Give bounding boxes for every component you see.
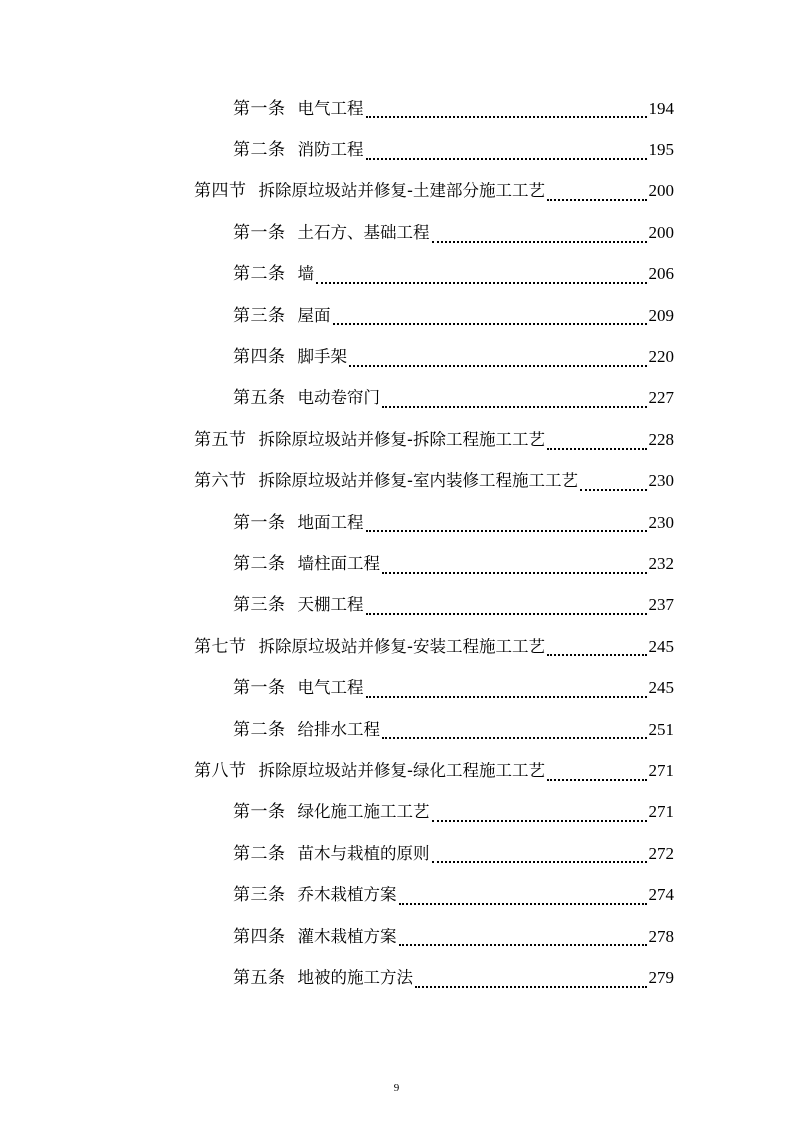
- toc-entry-page: 194: [648, 98, 674, 118]
- toc-dot-leader: [432, 819, 647, 822]
- toc-entry[interactable]: [0, 585, 793, 626]
- toc-dot-leader: [547, 198, 647, 201]
- toc-entry[interactable]: [0, 295, 793, 336]
- toc-entry-number: 第二条: [233, 264, 286, 285]
- toc-entry-page: 220: [648, 347, 674, 367]
- toc-entry[interactable]: [0, 129, 793, 170]
- toc-entry[interactable]: [0, 336, 793, 377]
- toc-entry-title: 消防工程: [297, 140, 364, 160]
- toc-entry-number: 第二条: [233, 843, 286, 864]
- toc-entry[interactable]: [0, 957, 793, 998]
- toc-entry[interactable]: [0, 212, 793, 253]
- toc-entry-page: 232: [648, 553, 674, 573]
- toc-entry-number: 第一条: [233, 98, 286, 119]
- toc-entry-number: 第七节: [194, 636, 247, 657]
- toc-entry-title: 拆除原垃圾站并修复-绿化工程施工工艺: [258, 760, 545, 780]
- toc-entry-page: 278: [648, 926, 674, 946]
- toc-entry[interactable]: [0, 874, 793, 915]
- toc-dot-leader: [316, 281, 647, 284]
- toc-entry[interactable]: [0, 916, 793, 957]
- toc-entry-title: 天棚工程: [297, 595, 364, 615]
- toc-dot-leader: [547, 778, 647, 781]
- toc-entry-page: 237: [648, 595, 674, 615]
- toc-dot-leader: [580, 488, 647, 491]
- toc-entry-page: 230: [648, 512, 674, 532]
- toc-entry-title: 灌木栽植方案: [297, 926, 397, 946]
- toc-entry-title: 给排水工程: [297, 719, 380, 739]
- toc-entry[interactable]: [0, 378, 793, 419]
- toc-entry-number: 第四节: [194, 181, 247, 202]
- toc-dot-leader: [382, 736, 647, 739]
- toc-entry[interactable]: [0, 792, 793, 833]
- toc-entry-title: 绿化施工施工工艺: [297, 802, 430, 822]
- page-number: 9: [393, 1082, 400, 1094]
- toc-section-entry[interactable]: [0, 626, 793, 667]
- toc-entry-number: 第三条: [233, 595, 286, 616]
- toc-entry-title: 拆除原垃圾站并修复-拆除工程施工工艺: [258, 429, 545, 449]
- toc-entry[interactable]: [0, 709, 793, 750]
- toc-entry-title: 地被的施工方法: [297, 967, 413, 987]
- toc-dot-leader: [366, 157, 647, 160]
- toc-dot-leader: [382, 571, 647, 574]
- toc-entry-title: 拆除原垃圾站并修复-室内装修工程施工工艺: [258, 471, 578, 491]
- toc-entry-page: 271: [648, 760, 674, 780]
- toc-entry-title: 地面工程: [297, 512, 364, 532]
- toc-entry[interactable]: [0, 833, 793, 874]
- toc-entry-number: 第一条: [233, 512, 286, 533]
- toc-entry-title: 墙: [297, 264, 314, 284]
- toc-dot-leader: [333, 322, 647, 325]
- toc-dot-leader: [366, 695, 647, 698]
- toc-entry-page: 279: [648, 967, 674, 987]
- toc-dot-leader: [382, 405, 647, 408]
- toc-entry-page: 251: [648, 719, 674, 739]
- toc-dot-leader: [366, 529, 647, 532]
- toc-dot-leader: [432, 860, 647, 863]
- toc-dot-leader: [399, 902, 647, 905]
- toc-dot-leader: [366, 115, 647, 118]
- toc-entry-number: 第三条: [233, 885, 286, 906]
- toc-entry-number: 第一条: [233, 802, 286, 823]
- toc-entry[interactable]: [0, 502, 793, 543]
- toc-dot-leader: [399, 943, 647, 946]
- toc-entry-title: 电气工程: [297, 98, 364, 118]
- toc-entry-page: 245: [648, 636, 674, 656]
- toc-entry-page: 206: [648, 264, 674, 284]
- toc-entry-number: 第一条: [233, 678, 286, 699]
- toc-entry-number: 第二条: [233, 140, 286, 161]
- toc-dot-leader: [547, 447, 647, 450]
- toc-section-entry[interactable]: [0, 171, 793, 212]
- toc-entry-title: 电动卷帘门: [297, 388, 380, 408]
- toc-entry-page: 230: [648, 471, 674, 491]
- toc-entry-number: 第三条: [233, 305, 286, 326]
- toc-entry-title: 乔木栽植方案: [297, 885, 397, 905]
- toc-entry-number: 第八节: [194, 760, 247, 781]
- toc-section-entry[interactable]: [0, 750, 793, 791]
- toc-entry-number: 第二条: [233, 553, 286, 574]
- toc-section-entry[interactable]: [0, 419, 793, 460]
- toc-entry-page: 228: [648, 429, 674, 449]
- toc-entry-page: 245: [648, 678, 674, 698]
- toc-entry-title: 电气工程: [297, 678, 364, 698]
- toc-dot-leader: [432, 240, 647, 243]
- toc-entry-number: 第五条: [233, 388, 286, 409]
- toc-entry-number: 第四条: [233, 926, 286, 947]
- toc-entry[interactable]: [0, 667, 793, 708]
- toc-entry-title: 墙柱面工程: [297, 553, 380, 573]
- toc-entry-page: 195: [648, 140, 674, 160]
- toc-entry-number: 第五条: [233, 967, 286, 988]
- toc-entry-page: 200: [648, 181, 674, 201]
- toc-entry-title: 屋面: [297, 305, 331, 325]
- table-of-contents: [0, 88, 793, 999]
- toc-entry[interactable]: [0, 543, 793, 584]
- toc-entry-page: 209: [648, 305, 674, 325]
- toc-entry-number: 第六节: [194, 471, 247, 492]
- toc-entry-page: 271: [648, 802, 674, 822]
- toc-entry-title: 拆除原垃圾站并修复-安装工程施工工艺: [258, 636, 545, 656]
- toc-section-entry[interactable]: [0, 461, 793, 502]
- toc-entry-page: 274: [648, 885, 674, 905]
- toc-dot-leader: [415, 985, 647, 988]
- toc-entry-title: 土石方、基础工程: [297, 222, 430, 242]
- toc-dot-leader: [547, 653, 647, 656]
- toc-entry-number: 第一条: [233, 222, 286, 243]
- toc-entry-number: 第二条: [233, 719, 286, 740]
- toc-entry-number: 第四条: [233, 347, 286, 368]
- toc-entry-title: 脚手架: [297, 347, 347, 367]
- toc-dot-leader: [366, 612, 647, 615]
- toc-entry-page: 227: [648, 388, 674, 408]
- toc-entry-title: 苗木与栽植的原则: [297, 843, 430, 863]
- toc-entry[interactable]: [0, 254, 793, 295]
- toc-entry-page: 200: [648, 222, 674, 242]
- toc-dot-leader: [349, 364, 647, 367]
- toc-entry-number: 第五节: [194, 429, 247, 450]
- toc-entry[interactable]: [0, 88, 793, 129]
- toc-entry-title: 拆除原垃圾站并修复-土建部分施工工艺: [258, 181, 545, 201]
- toc-entry-page: 272: [648, 843, 674, 863]
